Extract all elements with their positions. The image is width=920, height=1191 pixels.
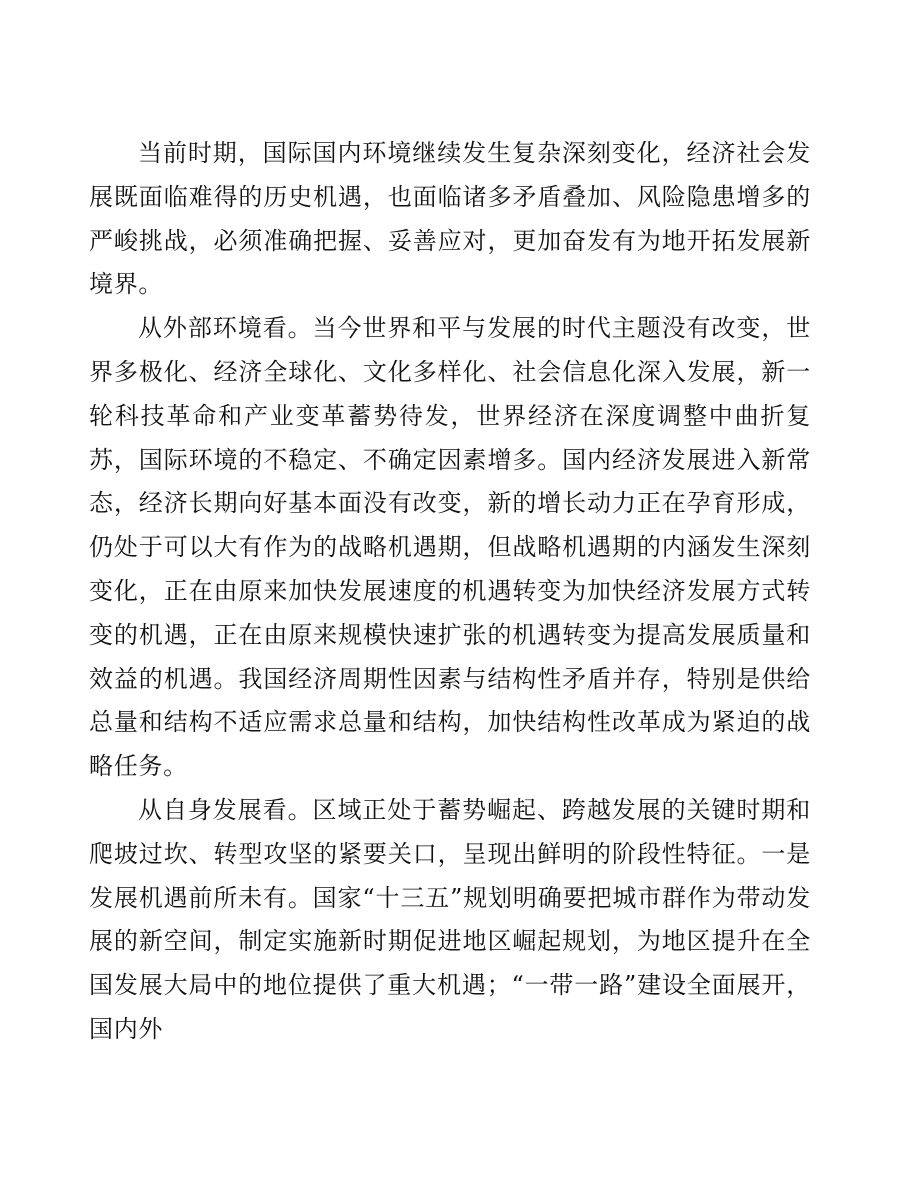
paragraph-current-period: 当前时期，国际国内环境继续发生复杂深刻变化，经济社会发展既面临难得的历史机遇，也面临诸多矛盾叠加、风险隐患增多的严峻挑战，必须准确把握、妥善应对，更加奋发有为地开拓发展新境界。 <box>89 139 811 299</box>
document-body <box>89 132 811 1052</box>
paragraph-external-environment: 从外部环境看。当今世界和平与发展的时代主题没有改变，世界多极化、经济全球化、文化多样化、社会信息化深入发展，新一轮科技革命和产业变革蓄势待发，世界经济在深度调整中曲折复苏，国际环境的不稳定、不确定因素增多。国内经济发展进入新常态，经济长期向好基本面没有改变，新的增长动力正在孕育形成，仍处于可以大有作为的战略机遇期，但战略机遇期的内涵发生深刻变化，正在由原来加快发展速度的机遇转变为加快经济发展方式转变的机遇，正在由原来规模快速扩张的机遇转变为提高发展质量和效益的机遇。我国经济周期性因素与结构性矛盾并存，特别是供给总量和结构不适应需求总量和结构，加快结构性改革成为紧迫的战略任务。 <box>89 314 811 781</box>
paragraph-self-development: 从自身发展看。区域正处于蓄势崛起、跨越发展的关键时期和爬坡过坎、转型攻坚的紧要关口，呈现出鲜明的阶段性特征。一是发展机遇前所未有。国家“十三五”规划明确要把城市群作为带动发展的新空间，制定实施新时期促进地区崛起规划，为地区提升在全国发展大局中的地位提供了重大机遇；“一带一路”建设全面展开，国内外 <box>89 795 811 1043</box>
